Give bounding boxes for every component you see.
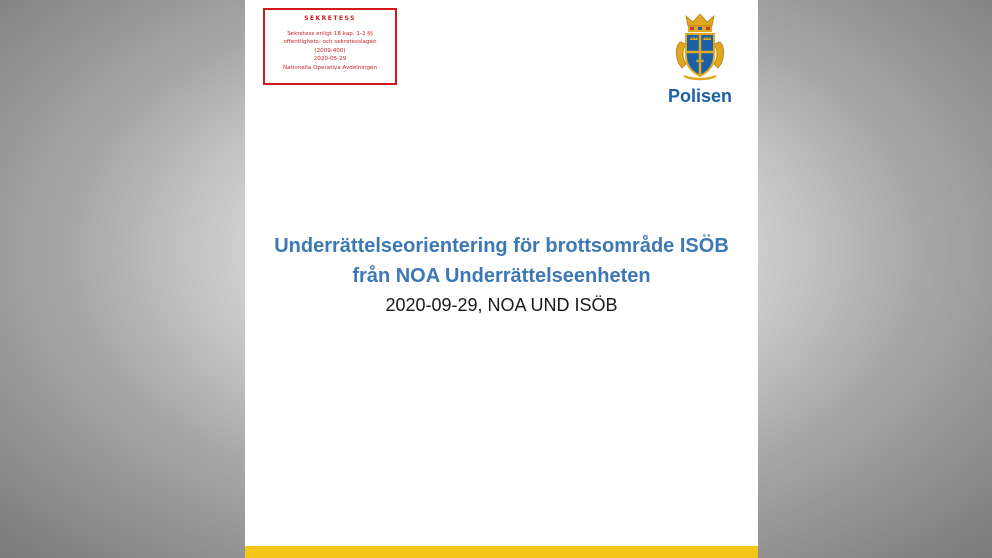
document-title xyxy=(245,231,758,291)
title-line: Underrättelseorientering för brottsområde ISÖB xyxy=(274,235,729,257)
stamp-line: 2020-05-29 xyxy=(313,56,347,63)
stamp-line: Nationella Operativa Avdelningen xyxy=(282,64,377,71)
stamp-line: Sekretess enligt 18 kap. 1-2 §§ xyxy=(287,31,373,37)
police-crest-icon xyxy=(672,14,728,86)
stamp-heading: SEKRETESS xyxy=(304,15,356,22)
document-page xyxy=(245,0,758,558)
footer-bar xyxy=(245,546,758,558)
title-line: från NOA Underrättelseenheten xyxy=(352,265,651,287)
polisen-logo xyxy=(665,14,735,109)
confidentiality-stamp xyxy=(263,8,397,85)
document-subtitle: 2020-09-29, NOA UND ISÖB xyxy=(385,295,618,315)
stamp-line: (2009:400) xyxy=(314,47,346,54)
stamp-line: offentlighets- och sekretesslagen xyxy=(283,39,377,46)
logo-text: Polisen xyxy=(667,86,733,106)
